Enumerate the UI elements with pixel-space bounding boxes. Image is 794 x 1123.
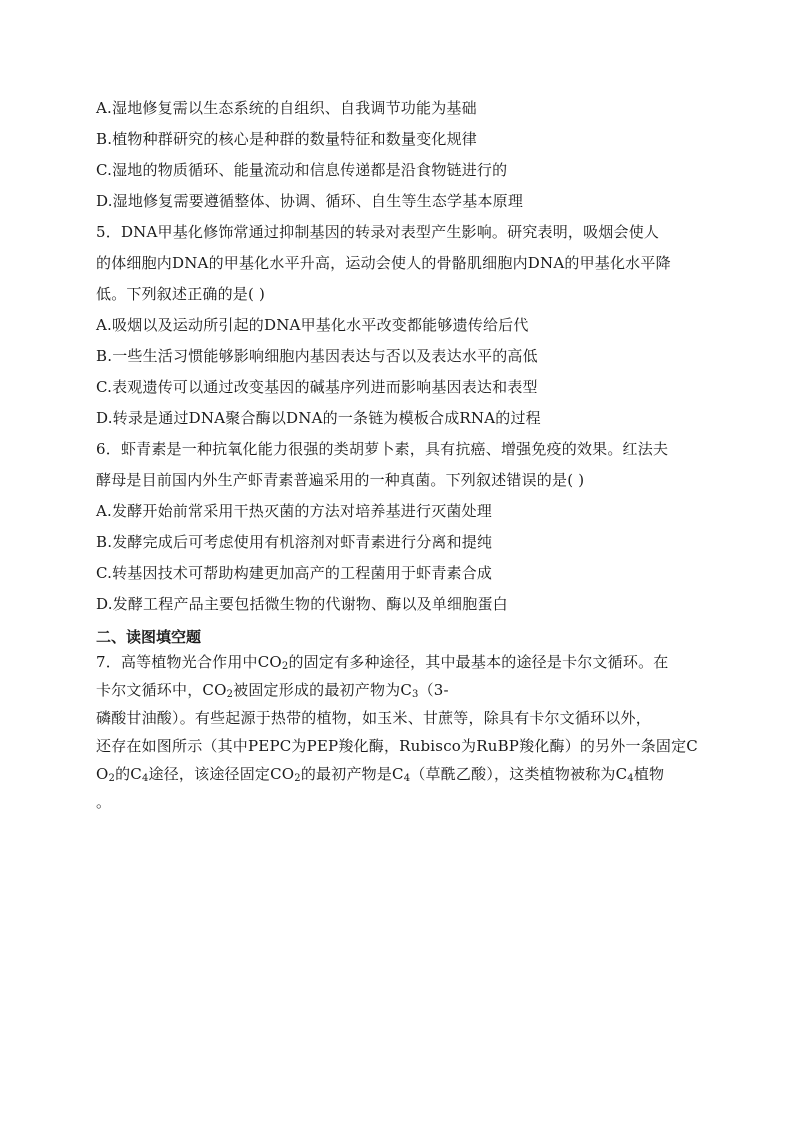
q6-option-a: A.发酵开始前常采用干热灭菌的方法对培养基进行灭菌处理 (96, 502, 493, 520)
q7-text: 卡尔文循环中，CO (96, 681, 227, 699)
q7-text: 的C (115, 765, 142, 783)
q5-stem-line-2: 的体细胞内DNA的甲基化水平升高，运动会使人的骨骼肌细胞内DNA的甲基化水平降 (96, 254, 671, 272)
q6-option-b: B.发酵完成后可考虑使用有机溶剂对虾青素进行分离和提纯 (96, 533, 493, 551)
q7-text: （草酰乙酸），这类植物被称为C (410, 765, 628, 783)
q6-stem-line-2: 酵母是目前国内外生产虾青素普遍采用的一种真菌。下列叙述错误的是( ) (96, 471, 585, 489)
subscript: 2 (294, 773, 301, 784)
q7-line-3: 磷酸甘油酸）。有些起源于热带的植物，如玉米、甘蔗等，除具有卡尔文循环以外， (96, 709, 651, 727)
q7-text: 被固定形成的最初产物为C (233, 681, 413, 699)
q7-text: 途径，该途径固定CO (148, 765, 295, 783)
q7-text: （3- (418, 681, 449, 699)
q7-line-6: 。 (96, 793, 112, 811)
q5-stem-line-3: 低。下列叙述正确的是( ) (96, 285, 266, 303)
q7-line-1 (96, 648, 696, 676)
q7-text: 的固定有多种途径，其中最基本的途径是卡尔文循环。在 (288, 653, 669, 671)
question-5 (96, 217, 696, 434)
subscript: 2 (226, 689, 234, 700)
subscript: 2 (281, 661, 289, 672)
q7-line-2 (96, 676, 696, 704)
subscript: 3 (412, 689, 419, 700)
q5-stem-line-1: 5．DNA甲基化修饰常通过抑制基因的转录对表型产生影响。研究表明，吸烟会使人 (96, 223, 660, 241)
subscript: 2 (108, 773, 116, 784)
q4-options (96, 93, 696, 217)
subscript: 4 (403, 773, 411, 784)
question-6 (96, 434, 696, 620)
q5-option-a: A.吸烟以及运动所引起的DNA甲基化水平改变都能够遗传给后代 (96, 316, 529, 334)
subscript: 4 (627, 773, 634, 784)
q4-option-d: D.湿地修复需要遵循整体、协调、循环、自生等生态学基本原理 (96, 192, 524, 210)
question-content (96, 93, 696, 816)
q6-stem-line-1: 6．虾青素是一种抗氧化能力很强的类胡萝卜素，具有抗癌、增强免疫的效果。红法夫 (96, 440, 669, 458)
q5-option-c: C.表观遗传可以通过改变基因的碱基序列进而影响基因表达和表型 (96, 378, 538, 396)
q4-option-a: A.湿地修复需以生态系统的自组织、自我调节功能为基础 (96, 99, 477, 117)
q7-text: O (96, 765, 109, 783)
subscript: 4 (141, 773, 149, 784)
q4-option-b: B.植物种群研究的核心是种群的数量特征和数量变化规律 (96, 130, 477, 148)
q5-option-d: D.转录是通过DNA聚合酶以DNA的一条链为模板合成RNA的过程 (96, 409, 541, 427)
section-title: 二、读图填空题 (96, 628, 202, 646)
q7-line-4: 还存在如图所示（其中PEPC为PEP羧化酶，Rubisco为RuBP羧化酶）的另外一条固定C (96, 737, 698, 755)
q7-text: 7．高等植物光合作用中CO (96, 653, 282, 671)
q7-text: 的最初产物是C (300, 765, 404, 783)
q7-text: 植物 (633, 765, 665, 783)
q4-option-c: C.湿地的物质循环、能量流动和信息传递都是沿食物链进行的 (96, 161, 508, 179)
q6-option-d: D.发酵工程产品主要包括微生物的代谢物、酶以及单细胞蛋白 (96, 595, 508, 613)
question-7 (96, 648, 696, 816)
q6-option-c: C.转基因技术可帮助构建更加高产的工程菌用于虾青素合成 (96, 564, 493, 582)
q7-line-5 (96, 760, 696, 788)
q5-option-b: B.一些生活习惯能够影响细胞内基因表达与否以及表达水平的高低 (96, 347, 538, 365)
